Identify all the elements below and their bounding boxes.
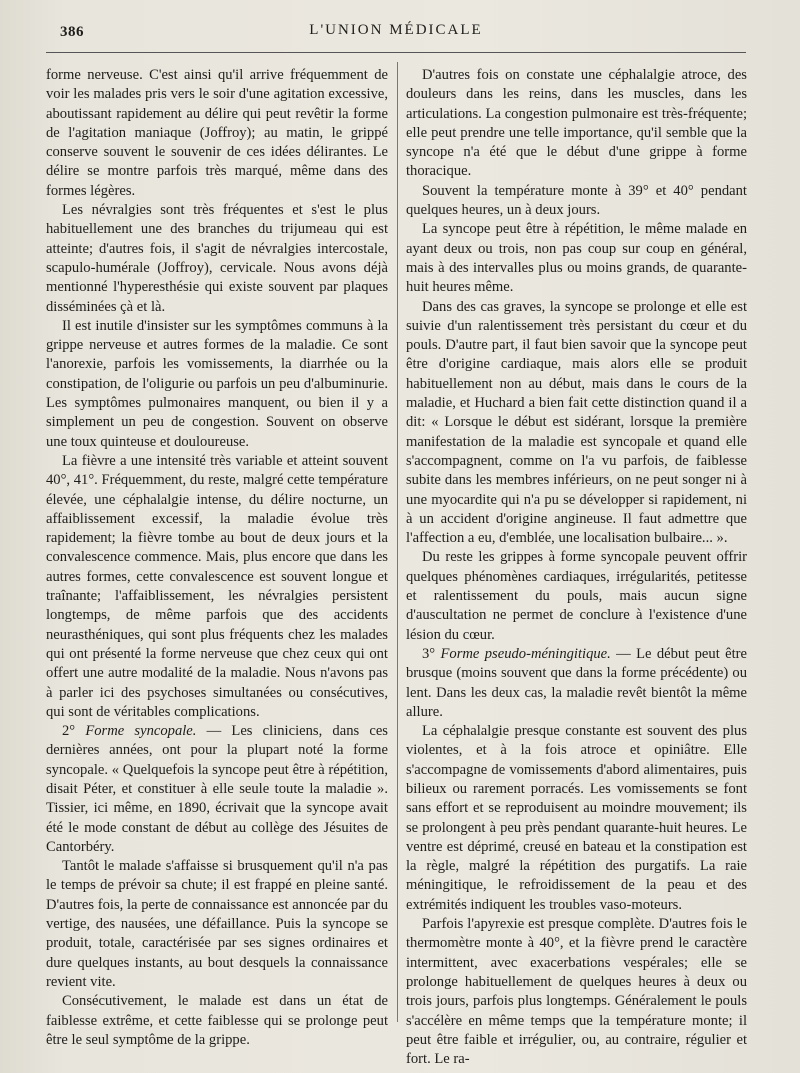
section-heading: Forme pseudo-méningitique.: [440, 645, 611, 662]
paragraph: forme nerveuse. C'est ainsi qu'il arrive fréquemment de voir les malades pris vers le soir d'une agitation excessive, aboutissant rapidement au délire qui peut revêtir la forme de l'agitation maniaque (Joffroy); au matin, le grippé conserve souvent le souvenir de ces idées délirantes. Le délire se montre parfois très marqué, même dans des formes légères.: [46, 67, 388, 199]
section-number: 2°: [62, 723, 86, 740]
page-number: 386: [60, 24, 84, 40]
paragraph: D'autres fois on constate une céphalalgie atroce, des douleurs dans les reins, dans les muscles, dans les articulations. La congestion pulmonaire est très-fréquente; elle peut prendre une telle importance, qu'il semble que la syncope n'a été que le début d'une grippe à forme thoracique.: [406, 67, 747, 180]
page-header: [46, 18, 746, 46]
paragraph: Tantôt le malade s'affaisse si brusquement qu'il n'a pas le temps de prévoir sa chute; il est frappé en pleine santé. D'autres fois, la perte de connaissance est annoncée par du vertige, des nausées, une défaillance. Puis la syncope se produit, totale, caractérisée par ses signes ordinaires et dure quelques instants, au bout desquels la connaissance revient vite.: [46, 858, 388, 990]
paragraph: Du reste les grippes à forme syncopale peuvent offrir quelques phénomènes cardiaques, irrégularités, petitesse et ralentissement du pouls, mais aucun signe d'auscultation ne permet de conclure à l'existence d'une lésion du cœur.: [406, 549, 747, 643]
section-number: 3°: [422, 645, 441, 662]
paragraph-text: — Le début peut être brusque (moins souvent que dans la forme précédente) ou lent. Dans les deux cas, la maladie revêt bientôt la même allure.: [406, 645, 747, 720]
header-rule: [46, 52, 746, 53]
section-paragraph: [46, 722, 388, 857]
paragraph: Dans des cas graves, la syncope se prolonge et elle est suivie d'un ralentissement très persistant du cœur et du pouls. D'autre part, il faut bien savoir que la syncope peut être d'origine cardiaque, mais alors elle se produit habituellement non au début, mais dans le cours de la maladie, et Huchard a bien fait cette distinction quand il a dit: « Lorsque le début est sidérant, lorsque la première manifestation de la maladie est syncopale et quand elle s'accompagnent, comme on l'a vu parfois, de faiblesse subite dans les membres inférieurs, on ne peut songer ni à une myocardite qui n'a pu se développer si rapidement, ni à un accident d'origine angineuse. Il faut admettre que l'affection a eu, d'emblée, une localisation bulbaire... ».: [406, 298, 747, 547]
paragraph: Les névralgies sont très fréquentes et s'est le plus habituellement une des branches du trijumeau qui est atteinte; d'autres fois, il s'agit de névralgies intercostale, scapulo-humérale (Joffroy), cervicale. Nous avons déjà mentionné l'hyperesthésie qui existe souvent par plaques disséminées çà et là.: [46, 202, 388, 315]
column-rule: [397, 62, 398, 1022]
paragraph: Consécutivement, le malade est dans un état de faiblesse extrême, et cette faiblesse qui se prolonge peut être le seul symptôme de la grippe.: [46, 993, 388, 1048]
section-paragraph: [406, 645, 747, 722]
paragraph: Il est inutile d'insister sur les symptômes communs à la grippe nerveuse et autres formes de la maladie. Ce sont l'anorexie, parfois les vomissements, la diarrhée ou la constipation, de l'oligurie ou parfois un peu d'albuminurie. Les symptômes pulmonaires manquent, ou bien il y a simplement un peu de congestion. Souvent on observe une toux quinteuse et douloureuse.: [46, 317, 388, 450]
paragraph: Parfois l'apyrexie est presque complète. D'autres fois le thermomètre monte à 40°, et la fièvre prend le caractère intermittent, avec exacerbations vespérales; elle se prolonge habituellement de quelques heures à deux ou trois jours, parfois plus longtemps. Généralement le pouls s'accélère en même temps que la température monte; il peut être faible et irrégulier, ou, au contraire, régulier et fort. Le ra-: [406, 916, 747, 1068]
left-column: [46, 66, 388, 1050]
section-heading: Forme syncopale.: [85, 723, 197, 740]
running-head: L'UNION MÉDICALE: [309, 22, 483, 38]
paragraph: La céphalalgie presque constante est souvent des plus violentes, et à la fois atroce et opiniâtre. Elle s'accompagne de vomissements d'abord alimentaires, puis bilieux ou rarement porracés. Les vomissements se font sans effort et se reproduisent au moindre mouvement; ils se prolongent à peu près pendant quarante-huit heures. Le ventre est déprimé, creusé en bateau et la constipation est la règle, malgré la répétition des purgatifs. La raie méningitique, le refroidissement de la peau et des extrémités indiquent les troubles vaso-moteurs.: [406, 723, 747, 913]
paragraph: Souvent la température monte à 39° et 40° pendant quelques heures, un à deux jours.: [406, 182, 747, 219]
paragraph-text: — Les cliniciens, dans ces dernières années, ont pour la plupart noté la forme syncopale. « Quelquefois la syncope peut être à répétition, disait Péter, et constituer à elle seule toute la maladie ». Tissier, ici même, en 1890, écrivait que la syncope avait été le mode constant de début au collège des Jésuites de Cantorbéry.: [46, 723, 388, 855]
right-column: [406, 66, 747, 1069]
paragraph: La syncope peut être à répétition, le même malade en ayant deux ou trois, non pas coup sur coup en général, mais à des intervalles plus ou moins grands, de quarante-huit heures même.: [406, 221, 747, 296]
paragraph: La fièvre a une intensité très variable et atteint souvent 40°, 41°. Fréquemment, du reste, malgré cette température élevée, une céphalalgie intense, du délire nocturne, un affaiblissement excessif, la maladie évolue très rapidement; la fièvre tombe au bout de deux jours et la convalescence commence. Mais, plus encore que dans les autres formes, cette convalescence est souvent longue et traînante; l'affaiblissement, les névralgies persistent longtemps, de même parfois que des accidents neurasthéniques, qui sont plus fréquents chez les malades qui ont présenté la forme nerveuse que chez ceux qui ont offert une autre modalité de la maladie. Nous n'avons pas à parler ici des psychoses simultanées ou consécutives, qui sont de véritables complications.: [46, 452, 388, 720]
